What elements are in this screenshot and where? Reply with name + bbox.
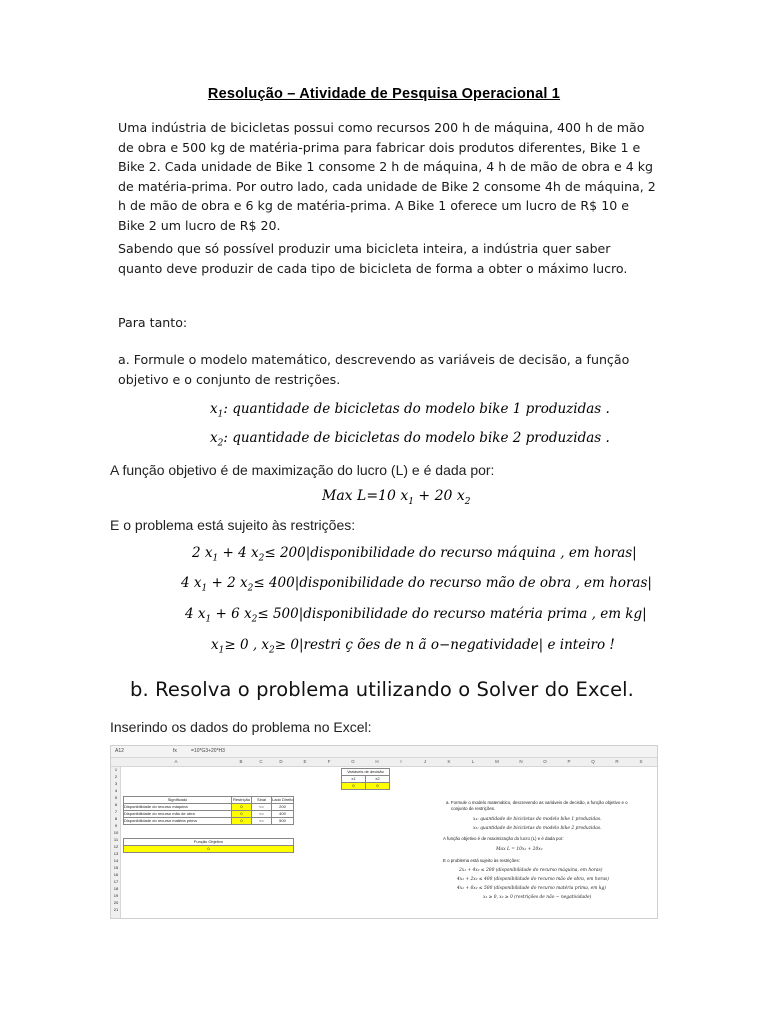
constraint-nonnegativity: $x_1\ge 0$ , $x_2\ge$ 0|restri ç ões de n ã o−negatividade| e inteiro ! bbox=[211, 637, 615, 656]
excel-intro: Inserindo os dados do problema no Excel: bbox=[110, 719, 372, 735]
objective-function: Max L=10 $x_1 + 20$ $x_2$ bbox=[322, 488, 471, 507]
decision-title: Variáveis de decisão bbox=[341, 768, 390, 776]
formula-input[interactable]: =10*G3+20*H3 bbox=[191, 748, 225, 754]
heading-b: b. Resolva o problema utilizando o Solver do Excel. bbox=[130, 678, 634, 701]
table-header-meaning: Significado bbox=[123, 796, 232, 804]
variable-x1-definition: $x_1$: quantidade de bicicletas do modelo bike 1 produzidas . bbox=[210, 401, 610, 420]
constraint-labor: 4 $x_1 + 2$ $x_2\le$ 400|disponibilidade do recurso mão de obra , em horas| bbox=[181, 575, 652, 594]
constraint-material: 4 $x_1 + 6$ $x_2\le$ 500|disponibilidade do recurso matéria prima , em kg| bbox=[185, 606, 647, 625]
table-row: Disponibilidade do recurso máquina bbox=[123, 803, 232, 811]
column-headers: A B C D E F G H I J K L M N O P Q R S bbox=[111, 758, 657, 767]
table-row: Disponibilidade do recurso matéria prima bbox=[123, 817, 232, 825]
decision-value-x1[interactable]: 0 bbox=[341, 782, 366, 790]
item-a-paragraph: a. Formule o modelo matemático, descrevendo as variáveis de decisão, a função objetivo e o conjunto de restrições. bbox=[118, 352, 630, 387]
objective-value-cell[interactable]: 0 bbox=[123, 845, 294, 853]
table-row: Disponibilidade do recurso mão de obra bbox=[123, 810, 232, 818]
objective-label-cell: Função Objetivo bbox=[123, 838, 294, 846]
para-tanto-label: Para tanto: bbox=[118, 315, 188, 330]
table-header-sign: Sinal bbox=[251, 796, 272, 804]
decision-value-x2[interactable]: 0 bbox=[365, 782, 390, 790]
problem-paragraph: Uma indústria de bicicletas possui como recursos 200 h de máquina, 400 h de mão de obra e 500 kg de matéria-prima para fabricar dois produtos diferentes, Bike 1 e Bike 2. Cada unidade de Bike 1 consome 2 h de máquina, 4 h de mão de obra e 4 kg de matéria-prima. Por outro lado, cada unidade de Bike 2 consome 4h de máquina, 2 h de mão de obra e 6 kg de matéria-prima. A Bike 1 oferece um lucro de R$ 10 e Bike 2 um lucro de R$ 20. bbox=[118, 120, 656, 233]
excel-screenshot: A12 fx =10*G3+20*H3 A B C D E F G H I J K L M N O P Q R S 1 2 3 4 5 6 7 8 9 10 11 12 13 14 15 16 17 18 19 20 21 Variáveis de decisão x1 x2 0 0 Significado Restrição Sinal Lado Direito Disponibilidade do recurso máquina 0 <= 200 Disponibilidade do recurso mão de obra 0 <= 400 Disponibilidade do recurso matéria prima 0 <= 500 Função Objetivo 0 a. Formule o modelo matemático, descrevendo as variáveis de decisão, a função objetivo e o conjunto de restrições. x₁: quantidade de bicicletas do modelo bike 1 produzidas. x₂: quantidade de bicicletas do modelo bike 2 produzidas. A função objetivo é de maximização do lucro (L) e é dada por: Max L = 10x₁ + 20x₂ E o problema está sujeito às restrições: 2x₁ + 4x₂ ≤ 200 (disponibilidade do recurso máquina, em horas) 4x₁ + 2x₂ ≤ 400 (disponibilidade do recurso mão de obra, em horas) 4x₁ + 6x₂ ≤ 500 (disponibilidade do recurso matéria prima, em kg) x₁ ≥ 0, x₂ ≥ 0 (restrições de não − negatividade) bbox=[110, 745, 658, 919]
fx-icon: fx bbox=[173, 748, 177, 754]
table-header-restriction: Restrição bbox=[231, 796, 252, 804]
constraint-machine: 2 $x_1 + 4$ $x_2\le$ 200|disponibilidade do recurso máquina , em horas| bbox=[192, 545, 637, 564]
variable-x2-definition: $x_2$: quantidade de bicicletas do modelo bike 2 produzidas . bbox=[210, 430, 610, 449]
table-header-rhs: Lado Direito bbox=[272, 797, 294, 802]
decision-header-x1: x1 bbox=[341, 775, 366, 783]
constraints-intro: E o problema está sujeito às restrições: bbox=[110, 517, 356, 533]
formula-bar bbox=[111, 746, 657, 758]
question-paragraph: Sabendo que só possível produzir uma bicicleta inteira, a indústria quer saber quanto deve produzir de cada tipo de bicicleta de forma a obter o máximo lucro. bbox=[118, 241, 628, 276]
document-title: Resolução – Atividade de Pesquisa Operacional 1 bbox=[207, 86, 561, 102]
name-box[interactable]: A12 bbox=[115, 748, 124, 754]
decision-header-x2: x2 bbox=[365, 775, 390, 783]
objective-intro: A função objetivo é de maximização do lucro (L) e é dada por: bbox=[110, 462, 495, 478]
